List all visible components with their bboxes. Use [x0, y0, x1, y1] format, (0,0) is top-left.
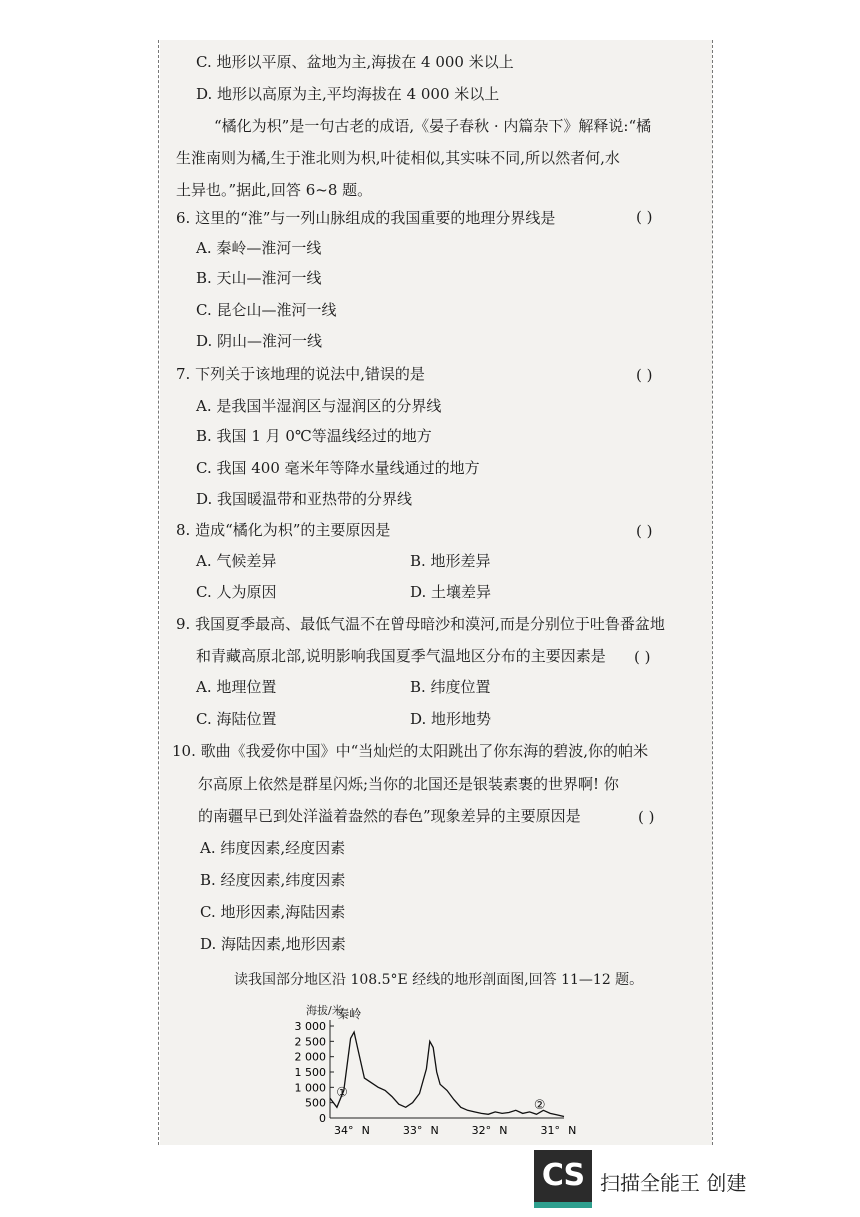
q8-option-a: A. 气候差异 — [196, 552, 277, 570]
x-tick-label: 33° — [402, 1124, 423, 1137]
q10-option-b: B. 经度因素,纬度因素 — [200, 871, 346, 889]
q7-option-a: A. 是我国半湿润区与湿润区的分界线 — [196, 397, 442, 415]
page-left-edge — [158, 40, 159, 1145]
y-tick-label: 0 — [319, 1112, 326, 1125]
answer-blank-6[interactable]: ( ) — [636, 208, 653, 226]
passage-line-2: 生淮南则为橘,生于淮北则为枳,叶徒相似,其实味不同,所以然者何,水 — [176, 149, 620, 167]
q10-option-c: C. 地形因素,海陆因素 — [200, 903, 346, 921]
section-intro-11: 读我国部分地区沿 108.5°E 经线的地形剖面图,回答 11—12 题。 — [234, 972, 644, 988]
q6-option-a: A. 秦岭—淮河一线 — [196, 239, 322, 257]
option-c-prev: C. 地形以平原、盆地为主,海拔在 4 000 米以上 — [196, 53, 514, 71]
question-10-line-3: 的南疆早已到处洋溢着盎然的春色”现象差异的主要原因是 — [198, 807, 581, 825]
x-tick-label: N — [568, 1124, 577, 1137]
y-tick-label: 1 000 — [294, 1081, 326, 1095]
question-7: 7. 下列关于该地理的说法中,错误的是 — [176, 365, 425, 383]
marker-1: ① — [336, 1085, 348, 1101]
answer-blank-10[interactable]: ( ) — [638, 808, 655, 826]
q6-option-d: D. 阴山—淮河一线 — [196, 332, 323, 350]
peak-label: 秦岭 — [337, 1007, 362, 1021]
logo-accent-bar — [534, 1202, 592, 1208]
question-8: 8. 造成“橘化为枳”的主要原因是 — [176, 521, 391, 539]
question-10-line-1: 10. 歌曲《我爱你中国》中“当灿烂的太阳跳出了你东海的碧波,你的帕米 — [172, 742, 649, 760]
answer-blank-8[interactable]: ( ) — [636, 522, 653, 540]
terrain-profile-chart — [288, 1000, 578, 1150]
q8-option-b: B. 地形差异 — [410, 552, 491, 570]
q10-option-d: D. 海陆因素,地形因素 — [200, 935, 346, 953]
passage-line-3: 土异也。”据此,回答 6~8 题。 — [176, 181, 373, 199]
q9-option-b: B. 纬度位置 — [410, 678, 491, 696]
chart-ylabel: 海拔/米 — [306, 1004, 343, 1017]
page-right-edge — [712, 40, 713, 1145]
x-tick-label: 32° — [471, 1124, 492, 1137]
q8-option-d: D. 土壤差异 — [410, 583, 492, 601]
x-tick-label: N — [499, 1124, 508, 1137]
camscanner-logo — [534, 1150, 592, 1208]
q7-option-b: B. 我国 1 月 0℃等温线经过的地方 — [196, 427, 432, 445]
q7-option-d: D. 我国暖温带和亚热带的分界线 — [196, 490, 413, 508]
q7-option-c: C. 我国 400 毫米年等降水量线通过的地方 — [196, 459, 480, 477]
y-tick-label: 2 500 — [294, 1035, 326, 1049]
y-tick-label: 2 000 — [294, 1050, 326, 1064]
answer-blank-9[interactable]: ( ) — [634, 648, 651, 666]
scanner-credit: 扫描全能王 创建 — [600, 1171, 747, 1195]
passage-line-1: “橘化为枳”是一句古老的成语,《晏子春秋 · 内篇杂下》解释说:“橘 — [214, 117, 652, 135]
x-tick-label: N — [361, 1124, 370, 1137]
y-tick-label: 3 000 — [294, 1020, 326, 1033]
marker-2: ② — [533, 1097, 546, 1113]
profile-line — [330, 1032, 564, 1116]
q6-option-b: B. 天山—淮河一线 — [196, 269, 322, 287]
q8-option-c: C. 人为原因 — [196, 583, 277, 601]
y-tick-label: 1 500 — [294, 1066, 326, 1079]
question-9-line-1: 9. 我国夏季最高、最低气温不在曾母暗沙和漠河,而是分别位于吐鲁番盆地 — [176, 615, 665, 633]
x-tick-label: 31° — [540, 1124, 560, 1137]
q9-option-d: D. 地形地势 — [410, 710, 492, 728]
q10-option-a: A. 纬度因素,经度因素 — [200, 839, 346, 857]
x-tick-label: 34° — [334, 1124, 354, 1137]
q9-option-c: C. 海陆位置 — [196, 710, 277, 728]
answer-blank-7[interactable]: ( ) — [636, 366, 653, 384]
question-9-line-2: 和青藏高原北部,说明影响我国夏季气温地区分布的主要因素是 — [196, 647, 606, 665]
option-d-prev: D. 地形以高原为主,平均海拔在 4 000 米以上 — [196, 85, 500, 103]
logo-text: CS — [541, 1158, 585, 1193]
question-10-line-2: 尔高原上依然是群星闪烁;当你的北国还是银装素裹的世界啊! 你 — [198, 775, 619, 793]
y-tick-label: 500 — [305, 1096, 326, 1110]
x-tick-label: N — [430, 1124, 439, 1137]
q6-option-c: C. 昆仑山—淮河一线 — [196, 301, 337, 319]
question-6: 6. 这里的“淮”与一列山脉组成的我国重要的地理分界线是 — [176, 209, 556, 227]
q9-option-a: A. 地理位置 — [196, 678, 277, 696]
